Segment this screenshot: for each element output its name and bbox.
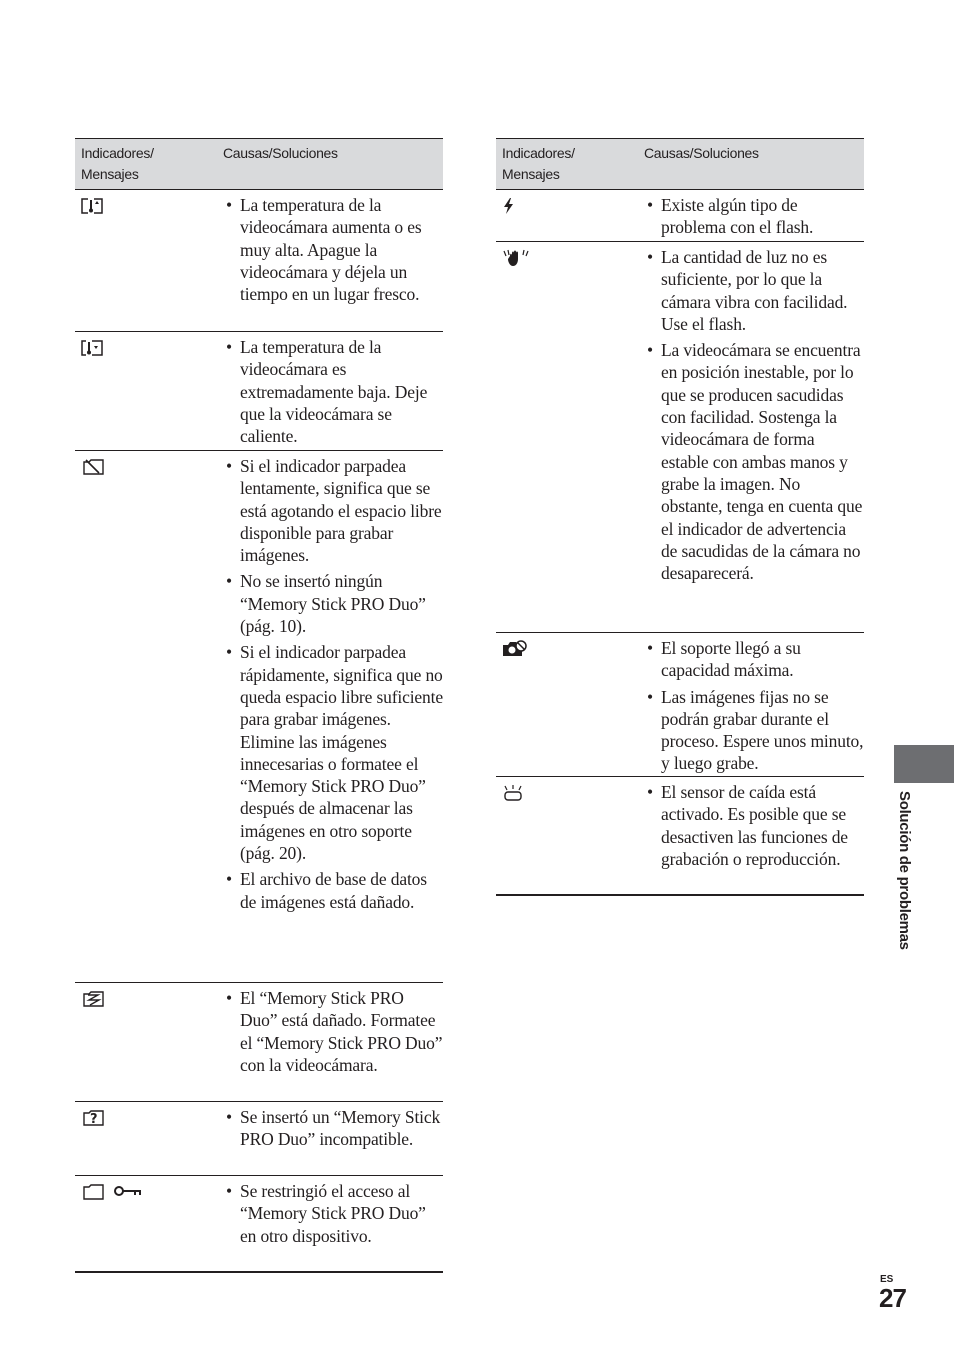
- memory-card-damaged-icon: [81, 990, 107, 1008]
- table-row: [496, 242, 864, 633]
- table-row: [75, 983, 443, 1102]
- header-indicators: Indicadores/ Mensajes: [81, 145, 154, 182]
- list-item: • No se insertó ningún “Memory Stick PRO Duo” (pág. 10).: [224, 570, 443, 637]
- table-row: [75, 451, 443, 983]
- list-item: • Si el indicador parpadea lentamente, significa que se está agotando el espacio libre disponible para grabar imágenes.: [224, 455, 443, 566]
- table-header: [496, 139, 864, 190]
- list-item: • El soporte llegó a su capacidad máxima.: [645, 637, 864, 682]
- table-row: [496, 633, 864, 777]
- drop-sensor-icon: [502, 784, 526, 802]
- section-tab-marker: [894, 745, 954, 783]
- header-indicators: Indicadores/ Mensajes: [502, 145, 575, 182]
- camera-shake-icon: [502, 249, 530, 267]
- header-causes: Causas/Soluciones: [644, 145, 759, 161]
- table-header: [75, 139, 443, 190]
- svg-text:?: ?: [90, 1112, 98, 1127]
- header-causes: Causas/Soluciones: [223, 145, 338, 161]
- table-row: [496, 190, 864, 242]
- list-item: • El “Memory Stick PRO Duo” está dañado. Formatee el “Memory Stick PRO Duo” con la videocámara.: [224, 987, 443, 1076]
- table-row: [496, 777, 864, 896]
- table-row: [75, 190, 443, 332]
- page-language: ES: [880, 1274, 894, 1285]
- table-row: [75, 1176, 443, 1273]
- temperature-low-icon: [81, 339, 105, 357]
- temperature-high-icon: [81, 197, 105, 215]
- list-item: • Las imágenes fijas no se podrán grabar durante el proceso. Espere unos minuto, y luego grabe.: [645, 686, 864, 775]
- left-indicator-table: [75, 138, 443, 1273]
- right-indicator-table: [496, 138, 864, 896]
- list-item: • El sensor de caída está activado. Es posible que se desactiven las funciones de grabación o reproducción.: [645, 781, 864, 870]
- list-item: • La cantidad de luz no es suficiente, por lo que la cámara vibra con facilidad. Use el flash.: [645, 246, 864, 335]
- list-item: • El archivo de base de datos de imágenes está dañado.: [224, 868, 443, 913]
- table-row: [75, 1102, 443, 1176]
- list-item: • Se restringió el acceso al “Memory Stick PRO Duo” en otro dispositivo.: [224, 1180, 443, 1247]
- flash-icon: [502, 197, 516, 215]
- list-item: • Existe algún tipo de problema con el flash.: [645, 194, 864, 239]
- table-row: [75, 332, 443, 451]
- list-item: • La temperatura de la videocámara es extremadamente baja. Deje que la videocámara se caliente.: [224, 336, 443, 447]
- list-item: • Si el indicador parpadea rápidamente, significa que no queda espacio libre suficiente para grabar imágenes. Elimine las imágenes innecesarias o formatee el “Memory Stick PRO Duo” después de almacenar las imágenes en otro soporte (pág. 20).: [224, 641, 443, 864]
- memory-card-key-icon: [81, 1183, 145, 1201]
- memory-card-slash-icon: [81, 458, 107, 476]
- section-label: Solución de problemas: [896, 791, 913, 950]
- page-number: 27: [879, 1283, 906, 1313]
- memory-card-question-icon: [81, 1109, 107, 1127]
- still-image-full-icon: [502, 640, 528, 658]
- list-item: • La videocámara se encuentra en posición inestable, por lo que se producen sacudidas con facilidad. Sostenga la videocámara de forma estable con ambas manos y grabe la imagen. No obstante, tenga en cuenta que el indicador de advertencia de sacudidas de la cámara no desaparecerá.: [645, 339, 864, 584]
- list-item: • Se insertó un “Memory Stick PRO Duo” incompatible.: [224, 1106, 443, 1151]
- list-item: • La temperatura de la videocámara aumenta o es muy alta. Apague la videocámara y déjela un tiempo en un lugar fresco.: [224, 194, 443, 305]
